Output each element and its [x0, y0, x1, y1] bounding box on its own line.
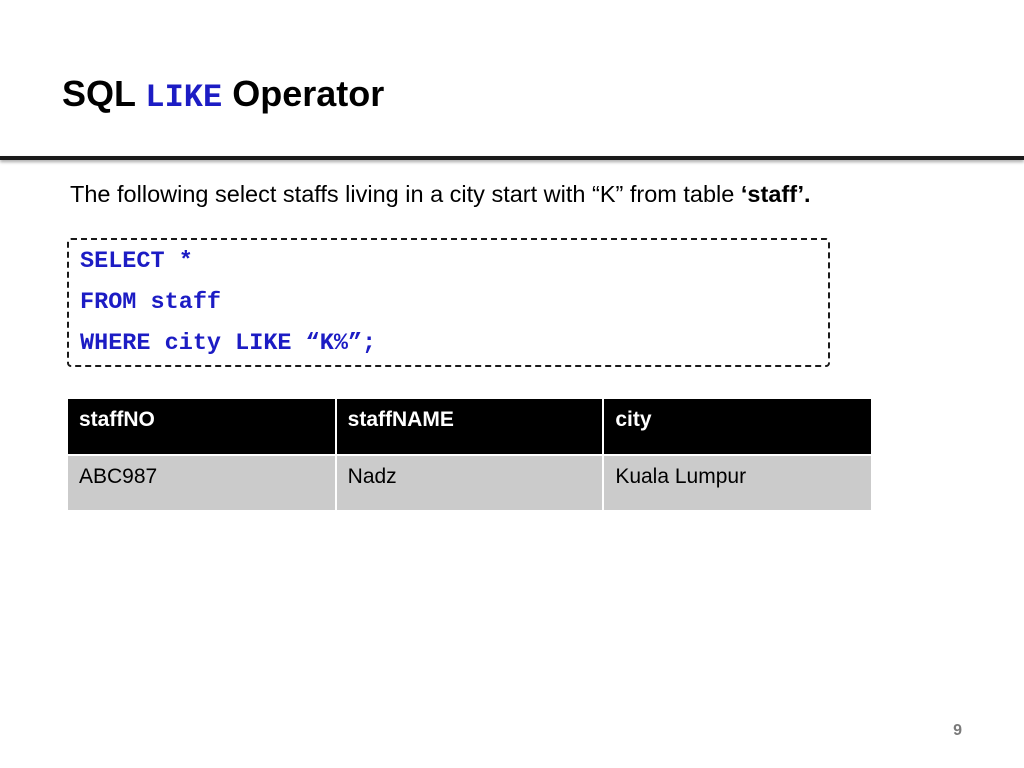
title-divider [0, 156, 1024, 160]
code-line-select: SELECT * [80, 248, 193, 275]
intro-text [70, 178, 811, 210]
title-keyword: LIKE [145, 79, 223, 116]
cell-staffno: ABC987 [68, 455, 336, 510]
result-table [68, 399, 871, 510]
title-suffix: Operator [232, 73, 385, 114]
table-header-row [68, 399, 871, 455]
sql-code-box [67, 238, 830, 367]
intro-sentence: The following select staffs living in a city start with “K” from table [70, 181, 735, 207]
header-city: city [603, 399, 871, 455]
page-number: 9 [953, 722, 962, 739]
title-prefix: SQL [62, 73, 136, 114]
cell-staffname: Nadz [336, 455, 604, 510]
table-row [68, 455, 871, 510]
code-line-from: FROM staff [80, 289, 222, 316]
cell-city: Kuala Lumpur [603, 455, 871, 510]
intro-table-name: ‘staff’. [740, 181, 811, 207]
slide-title [62, 70, 384, 122]
code-line-where: WHERE city LIKE “K%”; [80, 330, 377, 357]
header-staffno: staffNO [68, 399, 336, 455]
header-staffname: staffNAME [336, 399, 604, 455]
